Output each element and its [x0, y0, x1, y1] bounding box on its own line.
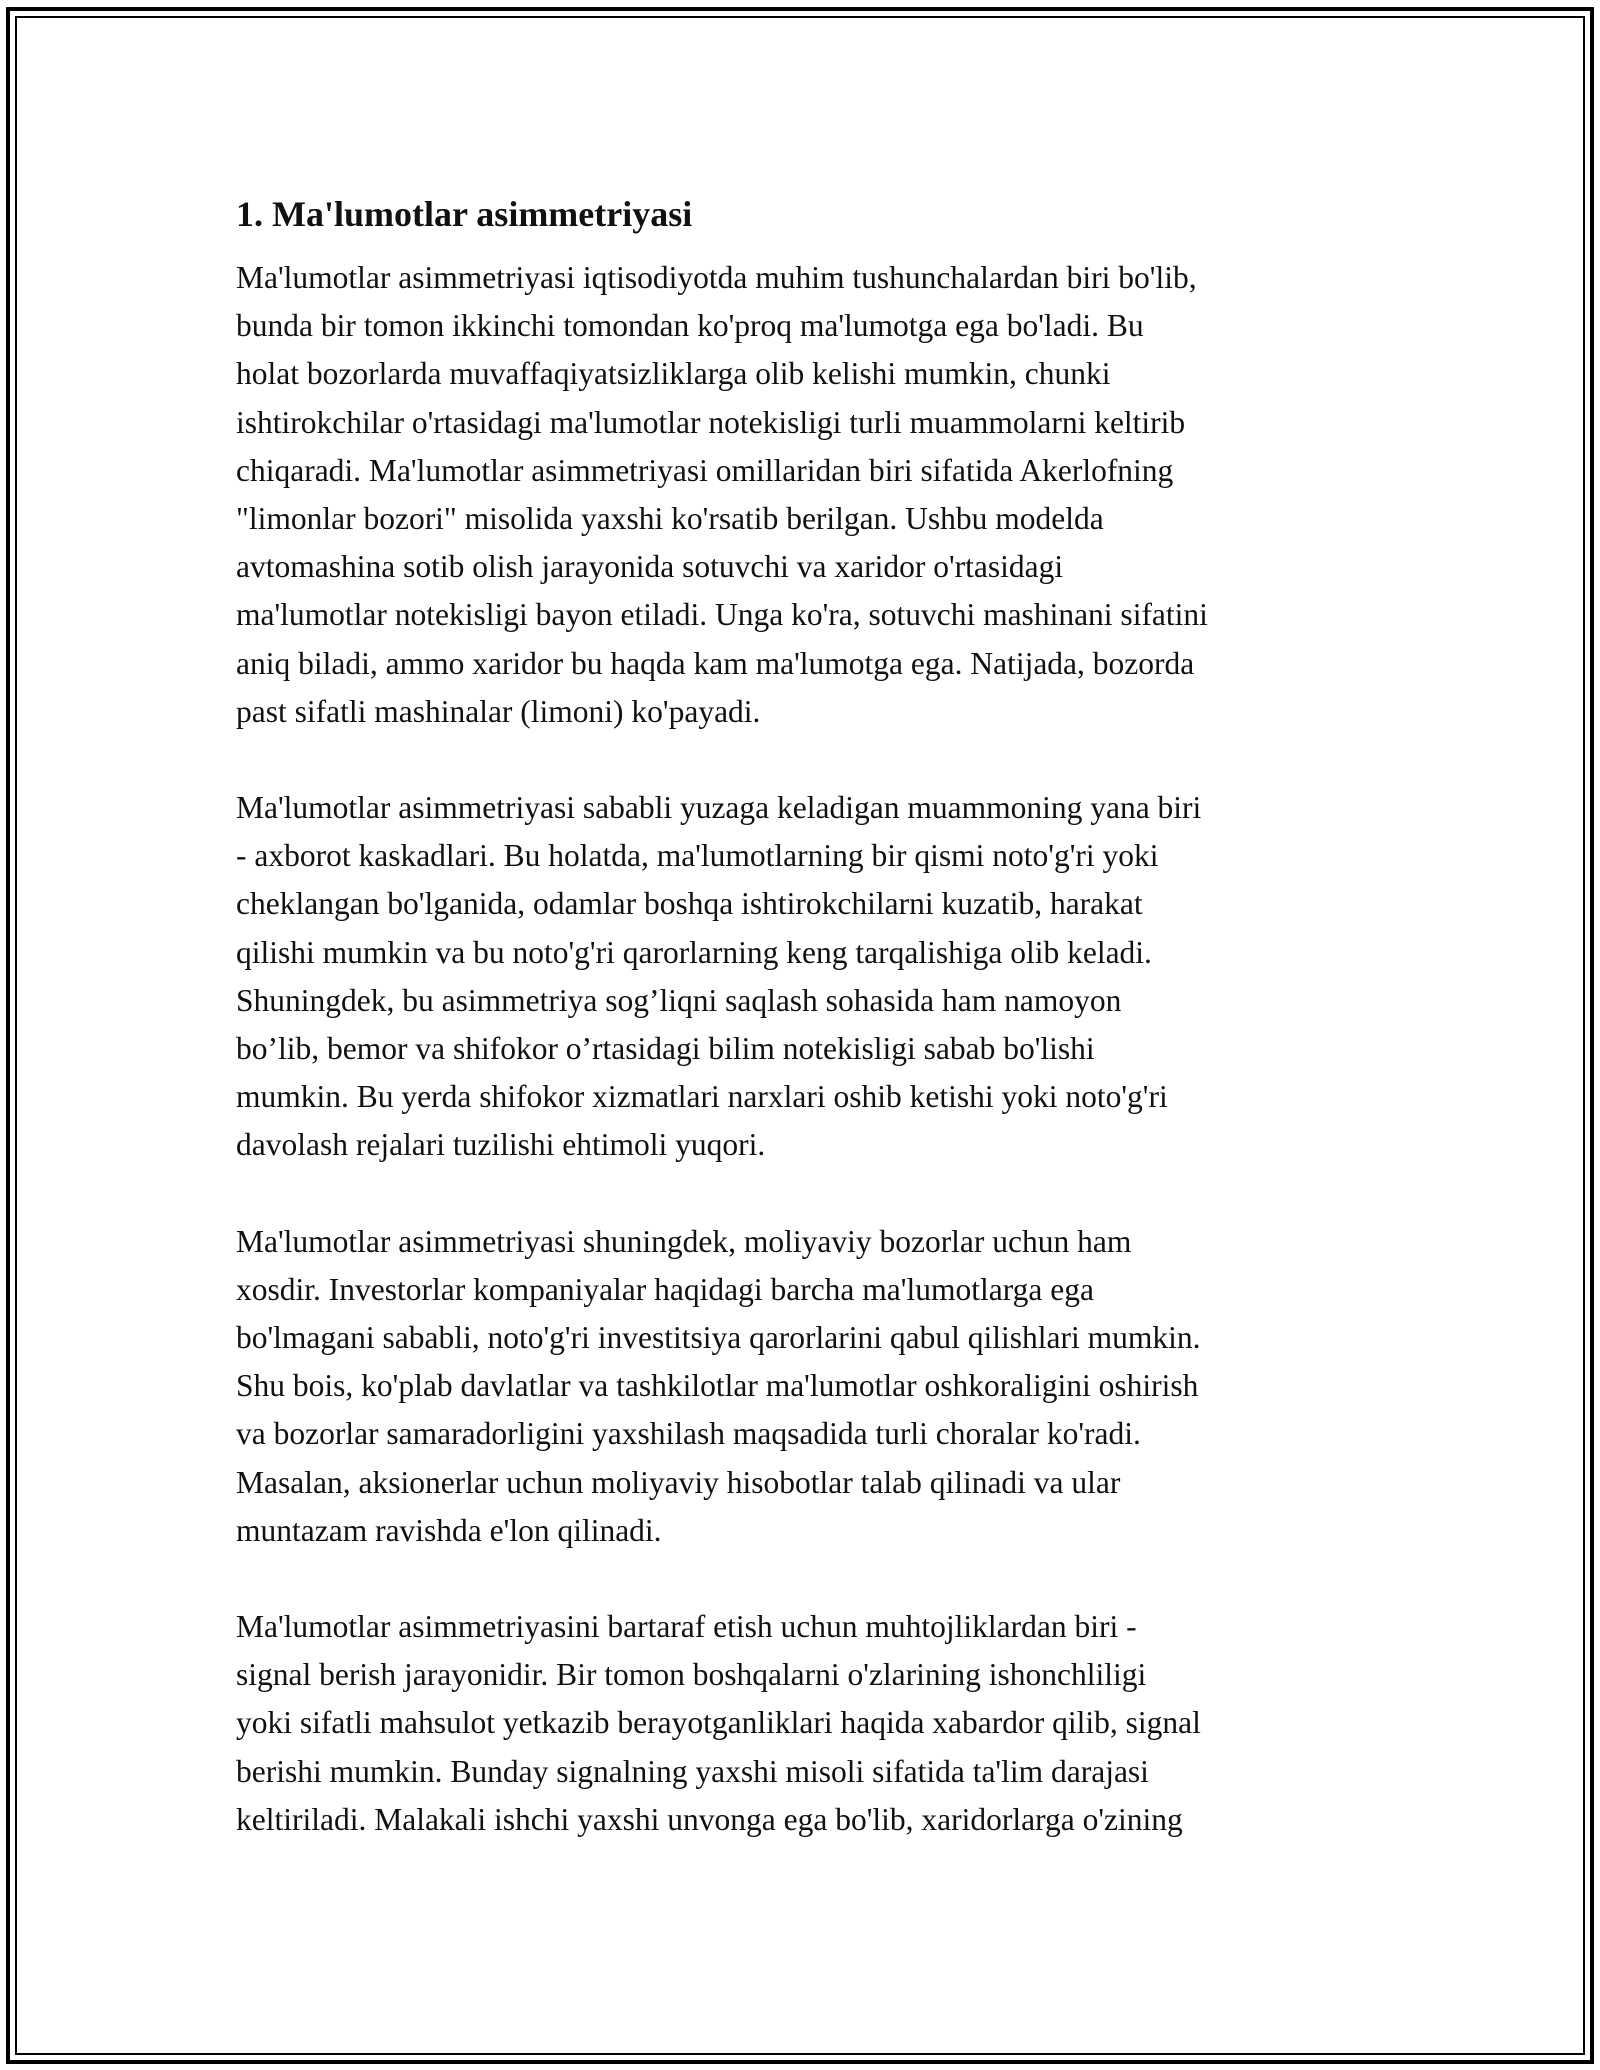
- document-body: [236, 182, 1386, 1892]
- paragraph-2: Ma'lumotlar asimmetriyasi sababli yuzaga keladigan muammoning yana biri - axborot kaskadlari. Bu holatda, ma'lumotlarning bir qismi noto'g'ri yoki cheklangan bo'lganida, odamlar boshqa ishtirokchilarni kuzatib, harakat qilishi mumkin va bu noto'g'ri qarorlarning keng tarqalishiga olib keladi. Shuningdek, bu asimmetriya sog’liqni saqlash sohasida ham namoyon bo’lib, bemor va shifokor o’rtasidagi bilim notekisligi sabab bo'lishi mumkin. Bu yerda shifokor xizmatlari narxlari oshib ketishi yoki noto'g'ri davolash rejalari tuzilishi ehtimoli yuqori.: [236, 790, 1202, 1163]
- paragraph-1: Ma'lumotlar asimmetriyasi iqtisodiyotda muhim tushunchalardan biri bo'lib, bunda bir tomon ikkinchi tomondan ko'proq ma'lumotga ega bo'ladi. Bu holat bozorlarda muvaffaqiyatsizliklarga olib kelishi mumkin, chunki ishtirokchilar o'rtasidagi ma'lumotlar notekisligi turli muammolarni keltirib chiqaradi. Ma'lumotlar asimmetriyasi omillaridan biri sifatida Akerlofning "limonlar bozori" misolida yaxshi ko'rsatib berilgan. Ushbu modelda avtomashina sotib olish jarayonida sotuvchi va xaridor o'rtasidagi ma'lumotlar notekisligi bayon etiladi. Unga ko'ra, sotuvchi mashinani sifatini aniq biladi, ammo xaridor bu haqda kam ma'lumotga ega. Natijada, bozorda past sifatli mashinalar (limoni) ko'payadi.: [236, 260, 1208, 729]
- paragraph-4: Ma'lumotlar asimmetriyasini bartaraf etish uchun muhtojliklardan biri - signal berish jarayonidir. Bir tomon boshqalarni o'zlarining ishonchliligi yoki sifatli mahsulot yetkazib berayotganliklari haqida xabardor qilib, signal berishi mumkin. Bunday signalning yaxshi misoli sifatida ta'lim darajasi keltiriladi. Malakali ishchi yaxshi unvonga ega bo'lib, xaridorlarga o'zining: [236, 1609, 1201, 1837]
- paragraph-3: Ma'lumotlar asimmetriyasi shuningdek, moliyaviy bozorlar uchun ham xosdir. Investorlar kompaniyalar haqidagi barcha ma'lumotlarga ega bo'lmagani sababli, noto'g'ri investitsiya qarorlarini qabul qilishlari mumkin. Shu bois, ko'plab davlatlar va tashkilotlar ma'lumotlar oshkoraligini oshirish va bozorlar samaradorligini yaxshilash maqsadida turli choralar ko'radi. Masalan, aksionerlar uchun moliyaviy hisobotlar talab qilinadi va ular muntazam ravishda e'lon qilinadi.: [236, 1223, 1201, 1548]
- section-heading: 1. Ma'lumotlar asimmetriyasi: [236, 194, 693, 234]
